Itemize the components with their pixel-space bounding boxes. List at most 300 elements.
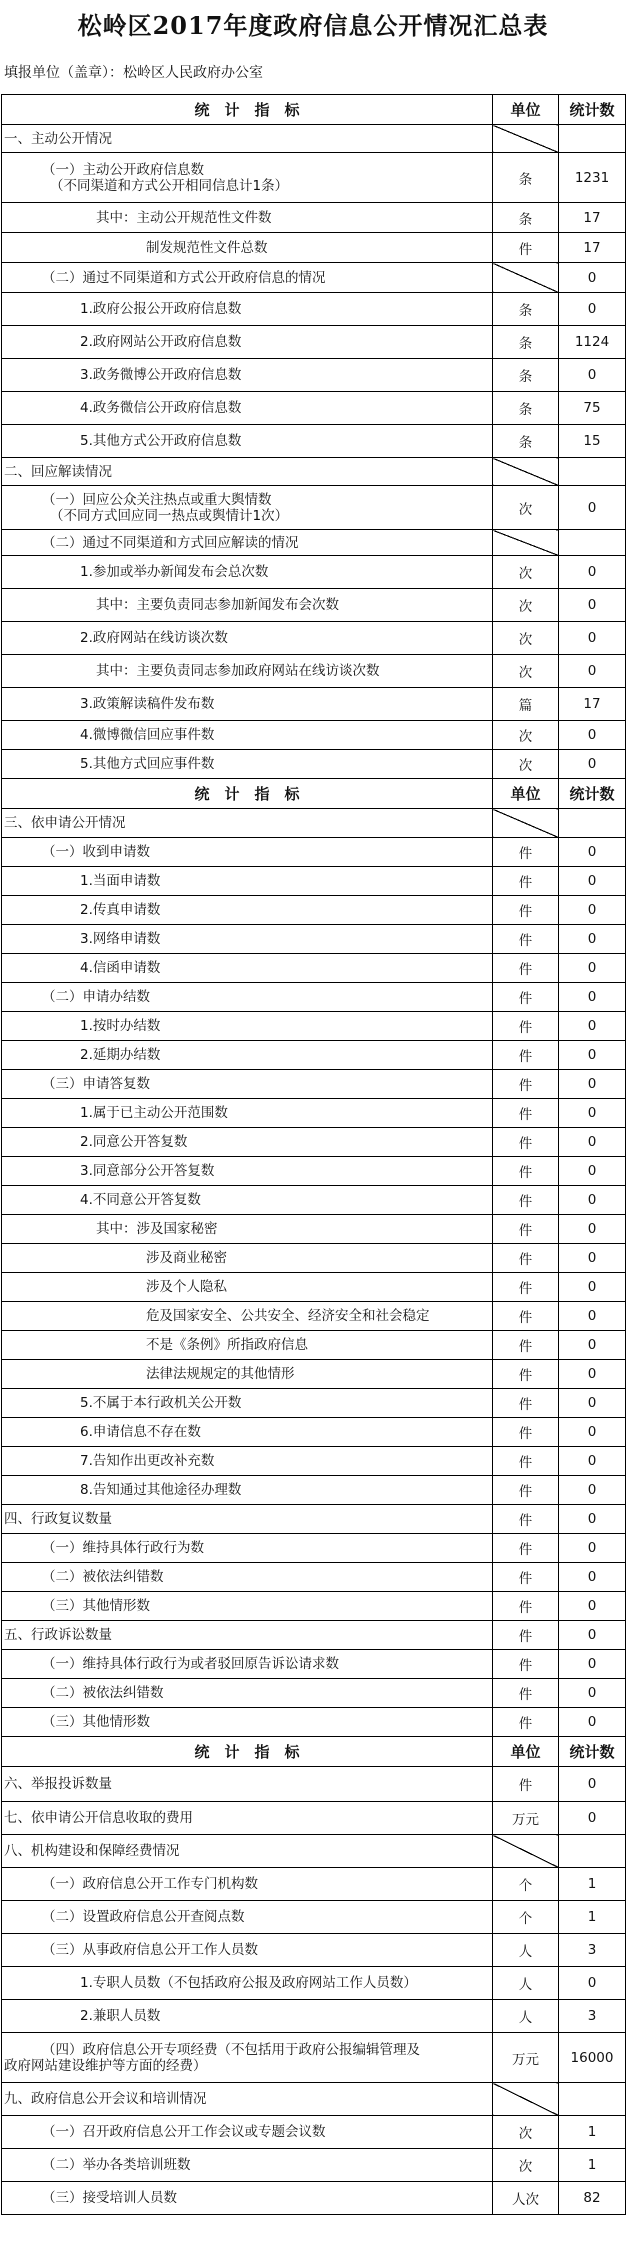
row-unit: 人 [493,1934,559,1967]
row-indicator-text: 5.其他方式公开政府信息数 [80,433,242,449]
row-indicator-text: （三）申请答复数 [42,1076,150,1092]
row-unit: 次 [493,486,559,530]
row-value [559,458,626,486]
row-value: 0 [559,867,626,896]
table-row [2,1934,626,1967]
page-title: 松岭区2017年度政府信息公开情况汇总表 [77,11,549,40]
row-indicator-note: 政府网站建设维护等方面的经费） [4,2057,207,2074]
table-row [2,458,626,486]
row-value: 0 [559,1331,626,1360]
table-row [2,425,626,458]
row-indicator-text: 1.属于已主动公开范围数 [80,1105,228,1121]
table-row [2,896,626,925]
row-indicator-text: 法律法规规定的其他情形 [146,1366,295,1382]
row-value [559,1835,626,1868]
row-indicator [2,1767,493,1802]
table-row [2,750,626,779]
row-indicator [2,1070,493,1099]
row-indicator-text: 六、举报投诉数量 [4,1776,112,1792]
table-row [2,1767,626,1802]
row-value: 1 [559,2149,626,2182]
row-indicator [2,1802,493,1835]
row-unit: 件 [493,1186,559,1215]
row-value: 0 [559,655,626,688]
row-indicator [2,867,493,896]
table-row [2,486,626,530]
row-indicator-text: 2.传真申请数 [80,902,161,918]
row-indicator-text: 七、依申请公开信息收取的费用 [4,1810,193,1826]
table-row [2,203,626,233]
row-indicator-text: 4.政务微信公开政府信息数 [80,400,242,416]
row-value: 0 [559,1767,626,1802]
row-indicator-text: （二）设置政府信息公开查阅点数 [42,1909,245,1925]
row-unit: 人 [493,1967,559,2000]
row-indicator-text: 危及国家安全、公共安全、经济安全和社会稳定 [146,1308,430,1324]
row-indicator [2,425,493,458]
row-value: 0 [559,1360,626,1389]
row-value: 0 [559,1505,626,1534]
row-unit [493,2083,559,2116]
row-unit: 件 [493,1389,559,1418]
row-indicator [2,458,493,486]
table-row [2,359,626,392]
table-row [2,1901,626,1934]
row-indicator-text: 2.政府网站公开政府信息数 [80,334,242,350]
row-indicator-text: 九、政府信息公开会议和培训情况 [4,2091,207,2107]
row-indicator [2,293,493,326]
row-value: 0 [559,954,626,983]
row-value: 0 [559,1389,626,1418]
row-value: 1231 [559,153,626,203]
table-row [2,1418,626,1447]
row-unit [493,809,559,838]
row-indicator [2,1967,493,2000]
row-unit: 次 [493,655,559,688]
row-indicator-text: （一）回应公众关注热点或重大舆情数 [42,491,272,508]
row-value: 17 [559,203,626,233]
row-unit: 件 [493,1302,559,1331]
table-row [2,556,626,589]
row-indicator [2,1621,493,1650]
row-unit: 个 [493,1868,559,1901]
row-indicator-text: 1.按时办结数 [80,1018,161,1034]
row-value: 0 [559,838,626,867]
row-value: 0 [559,1802,626,1835]
row-value: 0 [559,1476,626,1505]
row-unit: 件 [493,1679,559,1708]
row-unit: 件 [493,1592,559,1621]
row-indicator-text: （二）通过不同渠道和方式回应解读的情况 [42,534,299,551]
row-unit: 次 [493,2116,559,2149]
table-row [2,293,626,326]
row-indicator-text: 2.延期办结数 [80,1047,161,1063]
row-indicator-text: 制发规范性文件总数 [146,239,268,256]
row-indicator-text: 二、回应解读情况 [4,463,112,480]
row-unit: 件 [493,1534,559,1563]
row-unit: 件 [493,954,559,983]
table-row [2,1563,626,1592]
row-indicator [2,1534,493,1563]
row-indicator [2,1418,493,1447]
table-row [2,721,626,750]
row-indicator [2,1012,493,1041]
row-unit: 件 [493,1767,559,1802]
row-indicator-text: 2.同意公开答复数 [80,1134,188,1150]
row-value: 0 [559,263,626,293]
row-indicator-text: 其中：主动公开规范性文件数 [96,209,272,226]
row-value: 0 [559,1708,626,1737]
row-value: 0 [559,293,626,326]
summary-table [1,94,626,2215]
table-row [2,1302,626,1331]
row-indicator-text: （三）其他情形数 [42,1714,150,1730]
table-row [2,1802,626,1835]
row-value: 0 [559,359,626,392]
row-indicator [2,721,493,750]
row-indicator [2,1360,493,1389]
row-value: 1 [559,1868,626,1901]
row-value: 0 [559,486,626,530]
row-unit: 件 [493,1563,559,1592]
row-unit: 次 [493,2149,559,2182]
row-indicator [2,1505,493,1534]
row-indicator-text: （二）通过不同渠道和方式公开政府信息的情况 [42,269,326,286]
row-unit: 件 [493,867,559,896]
row-indicator [2,392,493,425]
row-indicator-text: （一）政府信息公开工作专门机构数 [42,1876,258,1892]
row-indicator-text: 8.告知通过其他途径办理数 [80,1482,242,1498]
table-row [2,867,626,896]
summary-table-body [2,95,626,2215]
table-row [2,125,626,153]
row-indicator [2,1592,493,1621]
row-value: 1124 [559,326,626,359]
row-indicator-text: 四、行政复议数量 [4,1511,112,1527]
row-unit: 件 [493,1128,559,1157]
row-indicator-text: 5.不属于本行政机关公开数 [80,1395,242,1411]
row-indicator [2,688,493,721]
table-row [2,1389,626,1418]
row-value: 0 [559,1157,626,1186]
row-indicator-text: （一）维持具体行政行为或者驳回原告诉讼请求数 [42,1656,339,1672]
row-unit: 次 [493,721,559,750]
row-indicator-note: （不同渠道和方式公开相同信息计1条） [50,177,289,194]
row-value: 0 [559,1273,626,1302]
row-indicator [2,1901,493,1934]
table-row [2,1041,626,1070]
row-value [559,125,626,153]
row-unit: 件 [493,1070,559,1099]
table-row [2,2116,626,2149]
row-indicator [2,1302,493,1331]
row-indicator [2,556,493,589]
row-unit: 件 [493,1273,559,1302]
row-value: 0 [559,1967,626,2000]
row-indicator [2,1331,493,1360]
row-indicator [2,359,493,392]
table-row [2,1447,626,1476]
row-indicator-text: （一）召开政府信息公开工作会议或专题会议数 [42,2124,326,2140]
row-indicator [2,655,493,688]
row-indicator [2,1244,493,1273]
row-indicator [2,589,493,622]
row-unit: 件 [493,1099,559,1128]
row-indicator-text: （三）从事政府信息公开工作人员数 [42,1942,258,1958]
row-indicator [2,954,493,983]
table-row [2,1505,626,1534]
row-value: 17 [559,233,626,263]
row-unit: 条 [493,425,559,458]
table-row [2,983,626,1012]
table-row [2,1099,626,1128]
row-indicator [2,326,493,359]
row-indicator [2,1934,493,1967]
row-indicator-note: （不同方式回应同一热点或舆情计1次） [50,507,289,524]
row-unit: 次 [493,750,559,779]
fill-unit: 填报单位（盖章）：松岭区人民政府办公室 [4,65,263,81]
table-header-row [2,779,626,809]
row-indicator [2,1215,493,1244]
row-value: 0 [559,1302,626,1331]
row-value: 0 [559,1215,626,1244]
row-value: 0 [559,1099,626,1128]
row-indicator [2,622,493,655]
row-unit [493,458,559,486]
row-unit: 件 [493,983,559,1012]
row-value: 0 [559,1534,626,1563]
header-unit: 单位 [493,1737,559,1767]
table-row [2,1476,626,1505]
header-indicator: 统 计 指 标 [2,779,493,809]
row-value: 0 [559,983,626,1012]
row-indicator [2,1447,493,1476]
table-row [2,838,626,867]
table-row [2,1244,626,1273]
row-unit: 万元 [493,1802,559,1835]
row-indicator-text: （二）申请办结数 [42,989,150,1005]
row-indicator-text: 3.网络申请数 [80,931,161,947]
table-row [2,589,626,622]
row-indicator [2,2116,493,2149]
header-indicator: 统 计 指 标 [2,95,493,125]
row-unit: 个 [493,1901,559,1934]
row-indicator [2,1128,493,1157]
row-indicator [2,2083,493,2116]
row-indicator [2,1476,493,1505]
row-indicator-text: 其中：涉及国家秘密 [96,1221,218,1237]
row-indicator-text: 6.申请信息不存在数 [80,1424,201,1440]
row-unit: 条 [493,293,559,326]
header-value: 统计数 [559,1737,626,1767]
table-row [2,2149,626,2182]
row-indicator [2,750,493,779]
row-value: 0 [559,556,626,589]
row-unit: 条 [493,392,559,425]
table-row [2,1331,626,1360]
row-unit: 次 [493,556,559,589]
row-value: 0 [559,1563,626,1592]
row-indicator [2,2149,493,2182]
row-indicator [2,1099,493,1128]
header-unit: 单位 [493,95,559,125]
table-row [2,1592,626,1621]
table-row [2,1534,626,1563]
row-unit: 件 [493,1244,559,1273]
row-indicator [2,203,493,233]
row-value: 0 [559,1679,626,1708]
row-indicator-text: 3.政务微博公开政府信息数 [80,367,242,383]
row-indicator [2,1835,493,1868]
table-row [2,1868,626,1901]
table-header-row [2,1737,626,1767]
table-row [2,1967,626,2000]
row-unit: 件 [493,896,559,925]
row-unit: 件 [493,1650,559,1679]
header-value: 统计数 [559,95,626,125]
row-value: 17 [559,688,626,721]
row-indicator-text: 1.参加或举办新闻发布会总次数 [80,564,269,580]
row-value: 1 [559,1901,626,1934]
row-indicator [2,125,493,153]
row-indicator-text: 1.专职人员数（不包括政府公报及政府网站工作人员数） [80,1975,417,1991]
row-value: 0 [559,1041,626,1070]
row-indicator [2,263,493,293]
row-unit [493,125,559,153]
row-value: 0 [559,1650,626,1679]
row-unit: 件 [493,1476,559,1505]
row-indicator [2,153,493,203]
table-row [2,1070,626,1099]
header-value: 统计数 [559,779,626,809]
row-value [559,2083,626,2116]
row-indicator-text: （二）举办各类培训班数 [42,2157,191,2173]
row-indicator-text: （四）政府信息公开专项经费（不包括用于政府公报编辑管理及 [42,2041,420,2058]
row-indicator [2,1708,493,1737]
table-row [2,809,626,838]
row-value: 0 [559,721,626,750]
table-row [2,2182,626,2215]
table-row [2,1360,626,1389]
row-unit: 件 [493,1331,559,1360]
row-indicator [2,1186,493,1215]
row-indicator [2,1563,493,1592]
row-value: 0 [559,1128,626,1157]
table-row [2,655,626,688]
table-row [2,1186,626,1215]
row-value: 0 [559,1621,626,1650]
row-value [559,530,626,556]
row-unit: 件 [493,1012,559,1041]
header-unit: 单位 [493,779,559,809]
row-unit: 件 [493,1360,559,1389]
table-row [2,1650,626,1679]
row-unit: 次 [493,622,559,655]
table-row [2,2083,626,2116]
table-row [2,326,626,359]
row-indicator [2,1679,493,1708]
row-indicator-text: （一）维持具体行政行为数 [42,1540,204,1556]
row-indicator-text: 涉及商业秘密 [146,1250,227,1266]
row-indicator-text: 4.信函申请数 [80,960,161,976]
row-indicator-text: （三）接受培训人员数 [42,2190,177,2206]
row-indicator-text: 5.其他方式回应事件数 [80,756,215,772]
row-value: 0 [559,896,626,925]
row-unit [493,263,559,293]
row-indicator [2,1650,493,1679]
row-unit: 人次 [493,2182,559,2215]
row-value: 3 [559,1934,626,1967]
table-row [2,1708,626,1737]
row-indicator-text: 三、依申请公开情况 [4,815,126,831]
row-indicator-text: （三）其他情形数 [42,1598,150,1614]
row-indicator-text: 4.不同意公开答复数 [80,1192,201,1208]
table-row [2,1012,626,1041]
row-indicator-text: 1.政府公报公开政府信息数 [80,301,242,317]
row-unit: 条 [493,203,559,233]
row-indicator-text: （二）被依法纠错数 [42,1569,164,1585]
row-indicator [2,1868,493,1901]
row-value: 0 [559,1070,626,1099]
row-indicator-text: 其中：主要负责同志参加政府网站在线访谈次数 [96,663,380,679]
table-row [2,688,626,721]
row-unit: 件 [493,925,559,954]
table-row [2,1128,626,1157]
table-row [2,1215,626,1244]
row-indicator-text: （二）被依法纠错数 [42,1685,164,1701]
row-indicator-text: 4.微博微信回应事件数 [80,727,215,743]
row-unit [493,1835,559,1868]
row-indicator [2,1273,493,1302]
row-value: 0 [559,1418,626,1447]
table-row [2,530,626,556]
row-indicator-text: 1.当面申请数 [80,873,161,889]
row-unit: 条 [493,153,559,203]
table-row [2,1679,626,1708]
table-row [2,1621,626,1650]
table-row [2,1835,626,1868]
row-unit: 条 [493,359,559,392]
row-indicator [2,2033,493,2083]
table-row [2,2033,626,2083]
row-unit: 件 [493,1621,559,1650]
row-unit: 条 [493,326,559,359]
row-value: 0 [559,1592,626,1621]
row-value: 0 [559,1012,626,1041]
row-indicator-text: 不是《条例》所指政府信息 [146,1337,308,1353]
row-value: 0 [559,925,626,954]
row-indicator [2,925,493,954]
row-unit: 件 [493,1157,559,1186]
table-header-row [2,95,626,125]
row-value: 0 [559,1447,626,1476]
table-row [2,263,626,293]
row-indicator-text: 其中：主要负责同志参加新闻发布会次数 [96,597,339,613]
row-indicator-text: 一、主动公开情况 [4,130,112,147]
row-unit: 件 [493,233,559,263]
row-unit: 件 [493,1215,559,1244]
table-row [2,2000,626,2033]
row-value [559,809,626,838]
table-row [2,233,626,263]
row-unit: 次 [493,589,559,622]
row-value: 75 [559,392,626,425]
row-value: 0 [559,1244,626,1273]
table-row [2,622,626,655]
row-indicator [2,1157,493,1186]
row-indicator-text: （一）主动公开政府信息数 [42,161,204,178]
row-unit: 件 [493,1041,559,1070]
row-indicator-text: 2.政府网站在线访谈次数 [80,630,228,646]
